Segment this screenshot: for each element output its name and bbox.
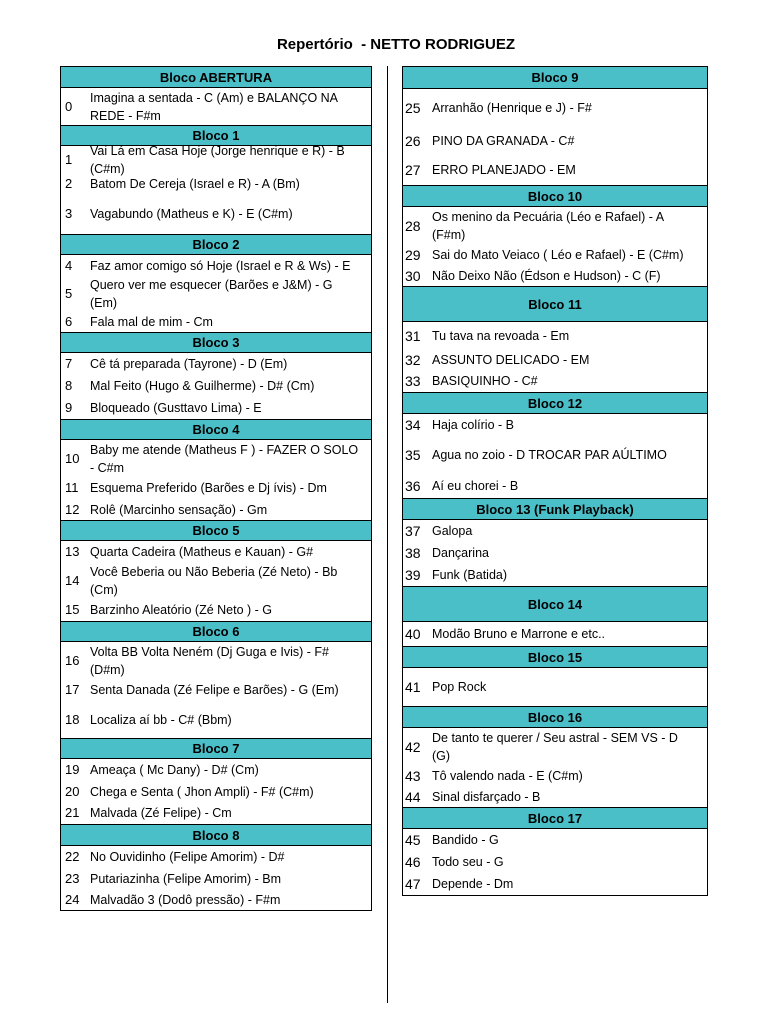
block-header: Bloco ABERTURA (61, 67, 371, 88)
block-header: Bloco 5 (61, 520, 371, 541)
song-row (61, 353, 371, 375)
song-number: 8 (65, 378, 73, 393)
song-title: Sinal disfarçado - B (432, 789, 541, 804)
block-header: Bloco 17 (403, 807, 707, 829)
song-row (403, 244, 707, 266)
song-row (403, 765, 707, 786)
block-header: Bloco 16 (403, 706, 707, 728)
song-row (61, 759, 371, 781)
song-number: 42 (405, 738, 421, 755)
song-row (61, 477, 371, 499)
song-row (403, 207, 707, 244)
song-number: 12 (65, 501, 80, 517)
song-title: De tanto te querer / Seu astral - SEM VS - D (G) (432, 730, 678, 763)
song-row (61, 193, 371, 234)
song-row (403, 370, 707, 392)
song-number: 15 (65, 602, 80, 617)
song-row (61, 889, 371, 910)
song-row (403, 873, 707, 895)
song-title: Funk (Batida) (432, 568, 508, 582)
song-number: 34 (405, 417, 421, 433)
song-number: 36 (405, 478, 421, 494)
song-row (403, 564, 707, 586)
block-header: Bloco 9 (403, 67, 707, 89)
song-row (61, 802, 371, 824)
song-number: 25 (405, 99, 421, 116)
song-row (61, 562, 371, 599)
song-title: Imagina a sentada - C (Am) e BALANÇO NA REDE - F#m (90, 90, 338, 123)
song-title: Chega e Senta ( Jhon Ampli) - F# (C#m) (90, 784, 314, 799)
song-row (403, 322, 707, 350)
song-number: 5 (65, 285, 73, 301)
song-title: Quero ver me esquecer (Barões e J&M) - G (Em) (90, 277, 333, 310)
song-row (403, 474, 707, 498)
song-title: Agua no zoio - D TROCAR PAR AÚLTIMO (432, 448, 667, 462)
song-title: Tô valendo nada - E (C#m) (432, 768, 583, 783)
song-row (403, 89, 707, 126)
song-row (403, 542, 707, 564)
song-row (403, 126, 707, 155)
song-number: 9 (65, 400, 73, 415)
song-row (61, 868, 371, 889)
song-row (61, 541, 371, 562)
song-number: 4 (65, 257, 73, 273)
song-row (403, 266, 707, 286)
block-header: Bloco 7 (61, 738, 371, 759)
song-number: 30 (405, 268, 421, 284)
song-number: 19 (65, 762, 80, 777)
song-row (61, 701, 371, 738)
song-title: No Ouvidinho (Felipe Amorim) - D# (90, 850, 285, 864)
song-number: 22 (65, 849, 80, 864)
block-header: Bloco 11 (403, 286, 707, 322)
song-title: Ameaça ( Mc Dany) - D# (Cm) (90, 763, 259, 777)
song-row (403, 622, 707, 646)
song-title: Malvadão 3 (Dodô pressão) - F#m (90, 892, 281, 907)
block-header: Bloco 4 (61, 419, 371, 440)
song-title: Malvada (Zé Felipe) - Cm (90, 806, 232, 820)
song-number: 29 (405, 247, 421, 263)
song-number: 39 (405, 567, 421, 583)
song-title: Quarta Cadeira (Matheus e Kauan) - G# (90, 544, 314, 559)
song-title: Os menino da Pecuária (Léo e Rafael) - A (F#m) (432, 209, 664, 242)
song-number: 2 (65, 175, 73, 191)
block-header: Bloco 15 (403, 646, 707, 668)
block-header: Bloco 8 (61, 824, 371, 846)
block-header: Bloco 3 (61, 332, 371, 353)
song-title: Depende - Dm (432, 877, 514, 891)
song-title: Pop Rock (432, 680, 487, 694)
song-row (61, 146, 371, 174)
song-title: Todo seu - G (432, 855, 504, 869)
song-number: 40 (405, 626, 421, 642)
song-title: Rolê (Marcinho sensação) - Gm (90, 502, 268, 517)
song-title: Barzinho Aleatório (Zé Neto ) - G (90, 603, 273, 617)
song-number: 41 (405, 679, 421, 695)
song-number: 47 (405, 876, 421, 892)
song-number: 46 (405, 854, 421, 870)
song-row (61, 276, 371, 311)
song-number: 20 (65, 783, 80, 799)
left-column (60, 66, 372, 911)
song-title: Faz amor comigo só Hoje (Israel e R & Ws) - E (90, 258, 351, 273)
song-row (403, 829, 707, 851)
block-header: Bloco 1 (61, 125, 371, 146)
song-number: 17 (65, 682, 80, 697)
song-number: 10 (65, 450, 80, 466)
song-row (403, 414, 707, 436)
song-title: Não Deixo Não (Édson e Hudson) - C (F) (432, 269, 661, 283)
song-row (61, 311, 371, 332)
block-header: Bloco 10 (403, 185, 707, 207)
song-row (61, 781, 371, 802)
song-title: Vai Lá em Casa Hoje (Jorge henrique e R) - B (C#m) (90, 144, 345, 176)
song-row (61, 88, 371, 125)
song-title: Bloqueado (Gusttavo Lima) - E (90, 401, 262, 415)
song-row (61, 440, 371, 477)
block-header: Bloco 14 (403, 586, 707, 622)
song-title: Sai do Mato Veiaco ( Léo e Rafael) - E (C#m) (432, 248, 684, 262)
column-divider (387, 66, 388, 1003)
song-number: 1 (65, 152, 73, 167)
song-row (61, 599, 371, 621)
song-row (403, 350, 707, 370)
song-number: 18 (65, 711, 80, 727)
song-title: ASSUNTO DELICADO - EM (432, 353, 590, 367)
song-title: ERRO PLANEJADO - EM (432, 163, 576, 177)
song-title: Cê tá preparada (Tayrone) - D (Em) (90, 357, 288, 371)
song-row (61, 642, 371, 679)
block-header: Bloco 13 (Funk Playback) (403, 498, 707, 520)
song-title: Arranhão (Henrique e J) - F# (432, 100, 592, 115)
song-title: Esquema Preferido (Barões e Dj ívis) - Dm (90, 481, 327, 495)
song-title: BASIQUINHO - C# (432, 374, 538, 388)
song-number: 3 (65, 205, 73, 221)
song-number: 38 (405, 545, 421, 561)
block-header: Bloco 12 (403, 392, 707, 414)
song-title: Mal Feito (Hugo & Guilherme) - D# (Cm) (90, 379, 315, 393)
song-number: 13 (65, 543, 80, 559)
song-number: 11 (65, 480, 79, 495)
song-number: 27 (405, 162, 421, 178)
song-number: 45 (405, 832, 421, 848)
song-number: 7 (65, 356, 73, 371)
song-row (403, 668, 707, 706)
song-number: 21 (65, 805, 80, 820)
song-title: Putariazinha (Felipe Amorim) - Bm (90, 871, 282, 886)
song-row (403, 436, 707, 474)
right-column (402, 66, 708, 896)
song-number: 16 (65, 652, 80, 668)
song-row (61, 397, 371, 419)
song-title: Senta Danada (Zé Felipe e Barões) - G (Em) (90, 683, 339, 697)
song-number: 43 (405, 767, 421, 784)
song-title: Haja colírio - B (432, 418, 514, 432)
song-row (403, 786, 707, 807)
song-number: 0 (65, 98, 73, 114)
song-title: Baby me atende (Matheus F ) - FAZER O SOLO - C#m (90, 442, 359, 475)
song-title: Fala mal de mim - Cm (90, 314, 213, 329)
song-row (403, 520, 707, 542)
song-number: 23 (65, 870, 80, 886)
song-title: Batom De Cereja (Israel e R) - A (Bm) (90, 176, 300, 191)
song-title: Volta BB Volta Neném (Dj Guga e Ivis) - F# (D#m) (90, 644, 329, 677)
song-title: Tu tava na revoada - Em (432, 329, 570, 343)
song-title: Galopa (432, 524, 473, 538)
song-row (61, 499, 371, 520)
song-title: Você Beberia ou Não Beberia (Zé Neto) - Bb (Cm) (90, 564, 338, 597)
song-number: 6 (65, 313, 73, 329)
song-title: Dançarina (432, 546, 489, 560)
block-header: Bloco 2 (61, 234, 371, 255)
song-row (61, 174, 371, 193)
song-number: 31 (405, 328, 421, 344)
song-row (403, 155, 707, 185)
song-row (61, 846, 371, 868)
song-row (61, 679, 371, 701)
song-number: 33 (405, 373, 421, 389)
song-row (403, 851, 707, 873)
song-number: 35 (405, 447, 421, 463)
song-title: Bandido - G (432, 833, 499, 847)
song-number: 28 (405, 217, 421, 234)
song-number: 24 (65, 891, 80, 907)
song-row (403, 728, 707, 765)
song-number: 32 (405, 352, 421, 368)
song-title: PINO DA GRANADA - C# (432, 133, 575, 148)
song-title: Aí eu chorei - B (432, 479, 519, 493)
page-title: Repertório - NETTO RODRIGUEZ (276, 36, 516, 53)
song-number: 37 (405, 523, 421, 539)
song-number: 26 (405, 132, 421, 149)
song-number: 44 (405, 788, 421, 805)
block-header: Bloco 6 (61, 621, 371, 642)
song-title: Localiza aí bb - C# (Bbm) (90, 712, 232, 727)
song-number: 14 (65, 572, 80, 588)
song-row (61, 255, 371, 276)
song-title: Modão Bruno e Marrone e etc.. (432, 627, 606, 641)
song-row (61, 375, 371, 397)
song-title: Vagabundo (Matheus e K) - E (C#m) (90, 206, 293, 221)
